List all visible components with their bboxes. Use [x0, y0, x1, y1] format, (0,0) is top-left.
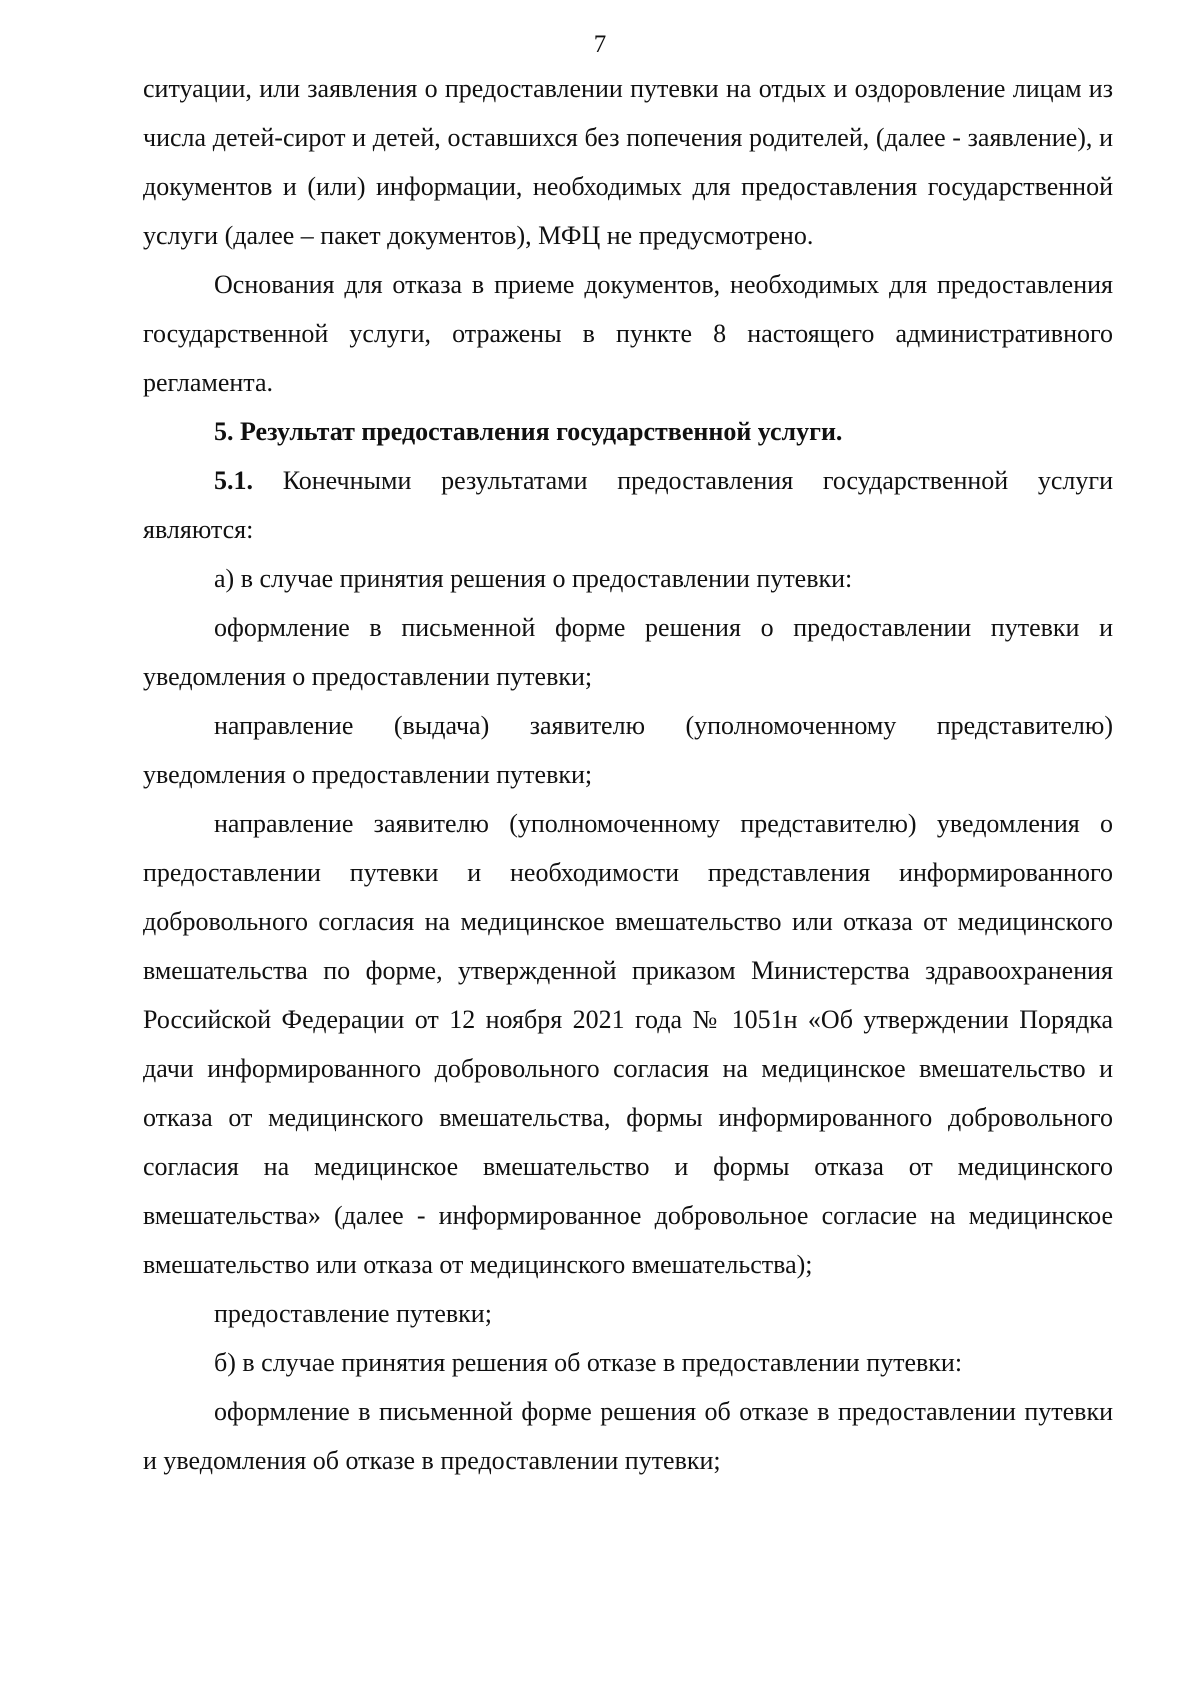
- paragraph-refusal-grounds: Основания для отказа в приеме документов, необходимых для предоставления государственной услуги, отражены в пункте 8 настоящего административного регламента.: [143, 270, 1113, 397]
- paragraph-decision-form: оформление в письменной форме решения о предоставлении путевки и уведомления о предоставлении путевки;: [143, 613, 1113, 691]
- section-heading-5: [143, 407, 1113, 456]
- section-heading-5-text: 5. Результат предоставления государственной услуги.: [214, 417, 843, 446]
- paragraph-case-a: а) в случае принятия решения о предоставлении путевки:: [214, 564, 853, 593]
- paragraph-5-1-number: 5.1.: [214, 466, 253, 495]
- page-number: 7: [593, 31, 607, 58]
- paragraph-notification-issue: направление (выдача) заявителю (уполномоченному представителю) уведомления о предоставлении путевки;: [143, 711, 1113, 789]
- document-body: [143, 64, 1113, 1485]
- paragraph-case-b: б) в случае принятия решения об отказе в предоставлении путевки:: [214, 1348, 963, 1377]
- paragraph-5-1: [143, 456, 1113, 554]
- paragraph-continuation: ситуации, или заявления о предоставлении путевки на отдых и оздоровление лицам из числа детей-сирот и детей, оставшихся без попечения родителей, (далее - заявление), и документов и (или) информации, необходимых для предоставления государственной услуги (далее – пакет документов), МФЦ не предусмотрено.: [143, 74, 1113, 250]
- paragraph-refusal-form: оформление в письменной форме решения об отказе в предоставлении путевки и уведомления об отказе в предоставлении путевки;: [143, 1397, 1113, 1475]
- paragraph-voucher-provision: предоставление путевки;: [214, 1299, 492, 1328]
- paragraph-5-1-text: Конечными результатами предоставления государственной услуги являются:: [143, 466, 1113, 544]
- paragraph-consent-notification: направление заявителю (уполномоченному представителю) уведомления о предоставлении путевки и необходимости представления информированного добровольного согласия на медицинское вмешательство или отказа от медицинского вмешательства по форме, утвержденной приказом Министерства здравоохранения Российской Федерации от 12 ноября 2021 года № 1051н «Об утверждении Порядка дачи информированного добровольного согласия на медицинское вмешательство и отказа от медицинского вмешательства, формы информированного добровольного согласия на медицинское вмешательство и формы отказа от медицинского вмешательства» (далее - информированное добровольное согласие на медицинское вмешательство или отказа от медицинского вмешательства);: [143, 809, 1113, 1279]
